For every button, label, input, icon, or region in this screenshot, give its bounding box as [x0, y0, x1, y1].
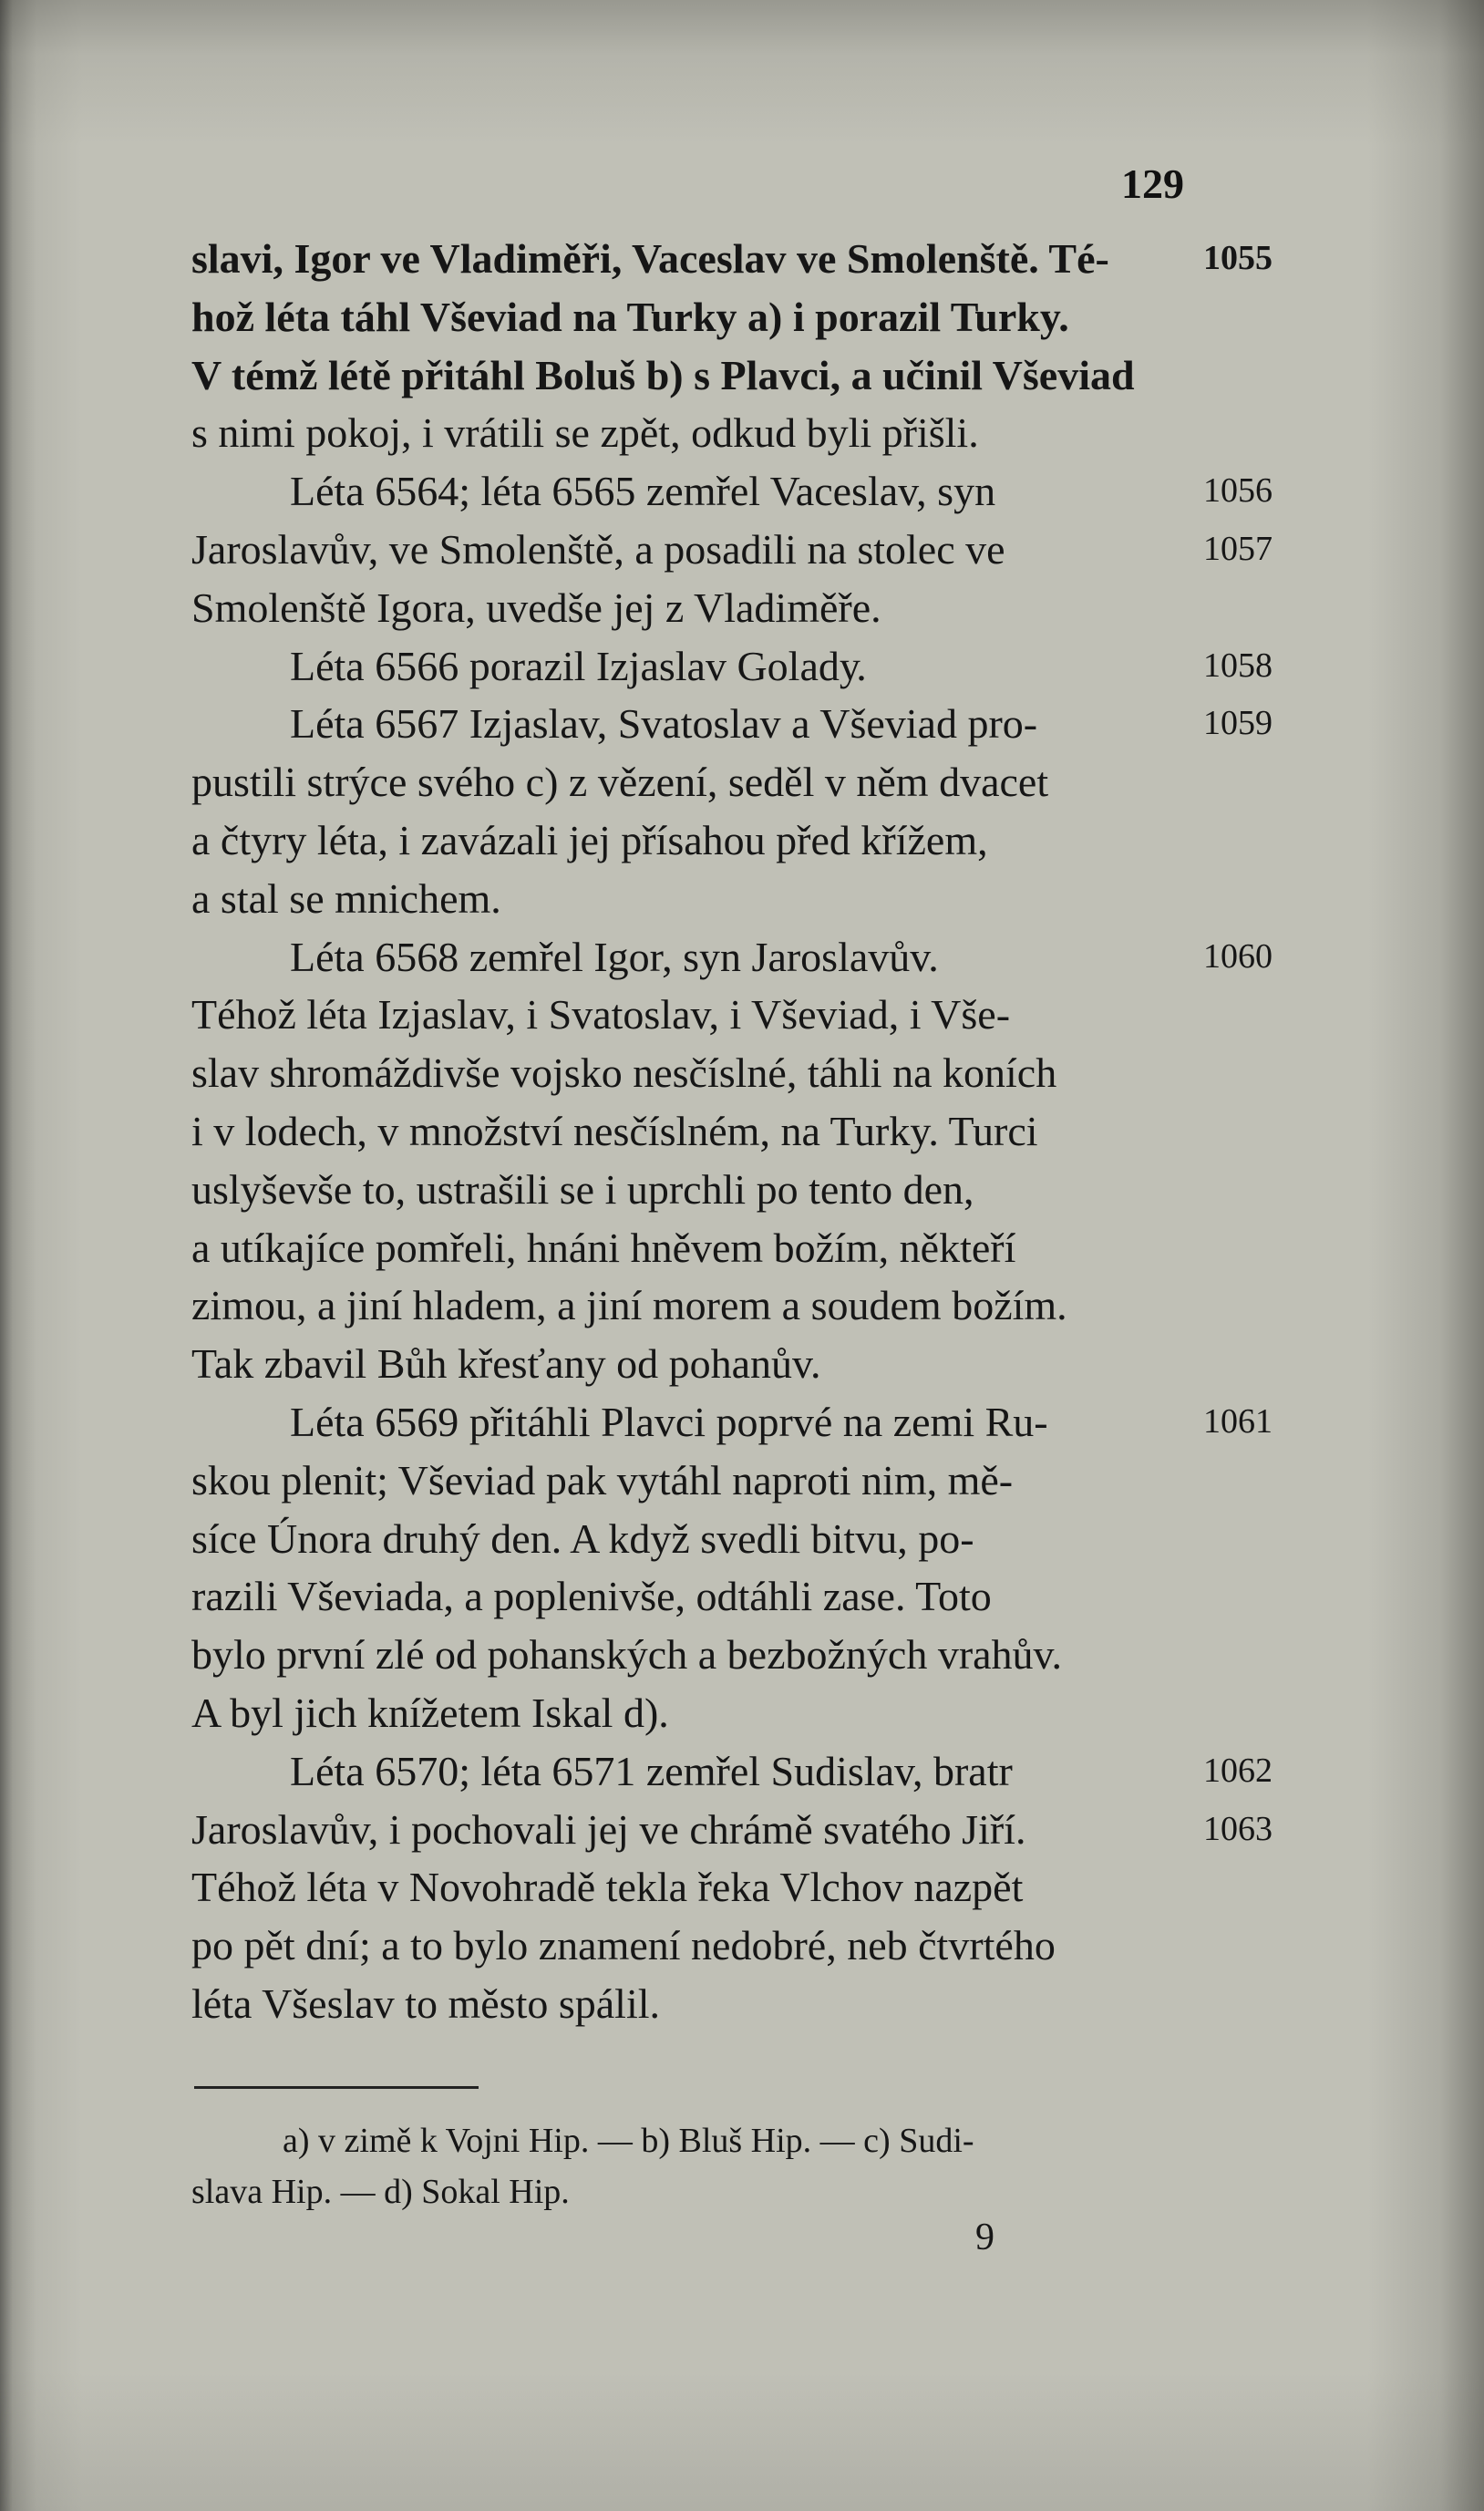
text-line-content: V témž létě přitáhl Boluš b) s Plavci, a učinil Vševiad — [191, 351, 1135, 398]
text-line-content: bylo první zlé od pohanských a bezbožných vrahův. — [191, 1631, 1063, 1679]
margin-year: 1058 — [1203, 646, 1273, 685]
text-line — [191, 1161, 1217, 1219]
text-line — [191, 1742, 1273, 1801]
text-line-content: Léta 6566 porazil Izjaslav Goladу. — [290, 642, 867, 689]
text-line-content: pustili strýce svého c) z vězení, seděl v něm dvacet — [191, 759, 1049, 806]
text-line — [191, 462, 1273, 521]
footnote-line: a) v zimě k Vojni Hip. — b) Bluš Hip. — c) Sudi- — [283, 2122, 974, 2160]
text-line — [191, 1510, 1217, 1568]
text-line — [191, 1626, 1217, 1684]
margin-year: 1055 — [1203, 239, 1273, 277]
text-line-content: po pět dní; a to bylo znamení nedobré, neb čtvrtého — [191, 1922, 1056, 1969]
text-line — [191, 1276, 1217, 1335]
margin-year: 1061 — [1203, 1401, 1273, 1441]
text-line-content: Téhož léta v Novohradě tekla řeka Vlchov nazpět — [191, 1864, 1024, 1911]
text-line — [191, 637, 1273, 696]
margin-year: 1063 — [1203, 1809, 1273, 1848]
footnote-divider — [194, 2086, 479, 2089]
text-line-content: a stal se mnichem. — [191, 874, 501, 922]
text-line — [191, 579, 1217, 637]
text-line — [191, 1801, 1273, 1859]
text-line — [191, 1219, 1217, 1277]
text-line-content: Jaroslavův, i pochovali jej ve chrámě svatého Jiří. — [191, 1805, 1026, 1853]
text-line — [191, 1917, 1217, 1975]
text-line-content: s nimi pokoj, i vrátili se zpět, odkud byli přišli. — [191, 409, 979, 457]
margin-year: 1062 — [1203, 1751, 1273, 1790]
text-line — [191, 1102, 1217, 1161]
text-line — [191, 521, 1273, 579]
text-line-content: Léta 6568 zemřel Igor, syn Jaroslavův. — [290, 933, 939, 980]
text-line-content: Léta 6569 přitáhli Plavci poprvé na zemi Ru- — [290, 1398, 1048, 1445]
text-line — [191, 1567, 1217, 1626]
margin-year: 1057 — [1203, 529, 1273, 568]
signature-mark: 9 — [975, 2216, 994, 2258]
text-line-content: Léta 6567 Izjaslav, Svatoslav a Vševiad pro- — [290, 700, 1038, 748]
text-line — [191, 753, 1217, 811]
text-line-content: hož léta táhl Vševiad na Turky a) i porazil Turky. — [191, 293, 1069, 340]
text-line-content: síce Února druhý den. A když svedli bitvu, po- — [191, 1514, 974, 1562]
text-line — [191, 1975, 1217, 2033]
text-line — [191, 1858, 1217, 1917]
text-line-content: razili Vševiada, a poplenivše, odtáhli zase. Toto — [191, 1573, 992, 1620]
text-line-content: A byl jich knížetem Iskal d). — [191, 1689, 669, 1736]
text-line — [191, 288, 1217, 346]
footnote-line: slava Hip. — d) Sokal Hip. — [191, 2173, 570, 2211]
text-line-content: Léta 6564; léta 6565 zemřel Vaceslav, syn — [290, 468, 996, 515]
text-line — [191, 1684, 1217, 1742]
text-line-content: Téhož léta Izjaslav, i Svatoslav, i Vševiad, i Vše- — [191, 991, 1011, 1038]
text-line — [191, 230, 1273, 288]
main-text — [191, 230, 1273, 2033]
text-line — [191, 695, 1273, 753]
margin-year: 1056 — [1203, 471, 1273, 511]
text-line-content: Smolenště Igora, uvedše jej z Vladiměře. — [191, 584, 881, 631]
text-line-content: léta Všeslav to město spálil. — [191, 1979, 661, 2027]
text-line — [191, 1044, 1217, 1102]
text-line-content: Léta 6570; léta 6571 zemřel Sudislav, bratr — [290, 1747, 1013, 1794]
text-line — [191, 811, 1217, 870]
text-line-content: slav shromáždivše vojsko nesčíslné, táhli na koních — [191, 1049, 1057, 1097]
text-line-content: a utíkajíce pomřeli, hnáni hněvem božím, někteří — [191, 1224, 1016, 1271]
text-line — [191, 1335, 1217, 1393]
margin-year: 1059 — [1203, 704, 1273, 743]
text-line-content: uslyševše to, ustrašili se i uprchli po tento den, — [191, 1165, 974, 1213]
text-line — [191, 986, 1217, 1044]
text-line — [191, 404, 1217, 462]
margin-year: 1060 — [1203, 936, 1273, 976]
text-line-content: skou plenit; Vševiad pak vytáhl naproti nim, mě- — [191, 1456, 1014, 1504]
text-line — [191, 346, 1217, 405]
text-line-content: Jaroslavův, ve Smolenště, a posadili na stolec ve — [191, 525, 1005, 573]
text-line — [191, 1452, 1217, 1510]
text-line-content: i v lodech, v množství nesčíslném, na Turky. Turci — [191, 1107, 1038, 1154]
text-line-content: Tak zbavil Bůh křesťany od pohanův. — [191, 1340, 821, 1388]
text-line — [191, 928, 1273, 987]
text-line — [191, 870, 1217, 928]
page-number: 129 — [1121, 160, 1184, 207]
text-line-content: a čtyry léta, i zavázali jej přísahou před křížem, — [191, 816, 988, 863]
text-line-content: zimou, a jiní hladem, a jiní morem a soudem božím. — [191, 1282, 1067, 1329]
text-line — [191, 1393, 1273, 1452]
text-line-content: slavi, Igor ve Vladiměři, Vaceslav ve Smolenště. Té- — [191, 235, 1109, 282]
footnotes — [191, 2115, 1217, 2217]
